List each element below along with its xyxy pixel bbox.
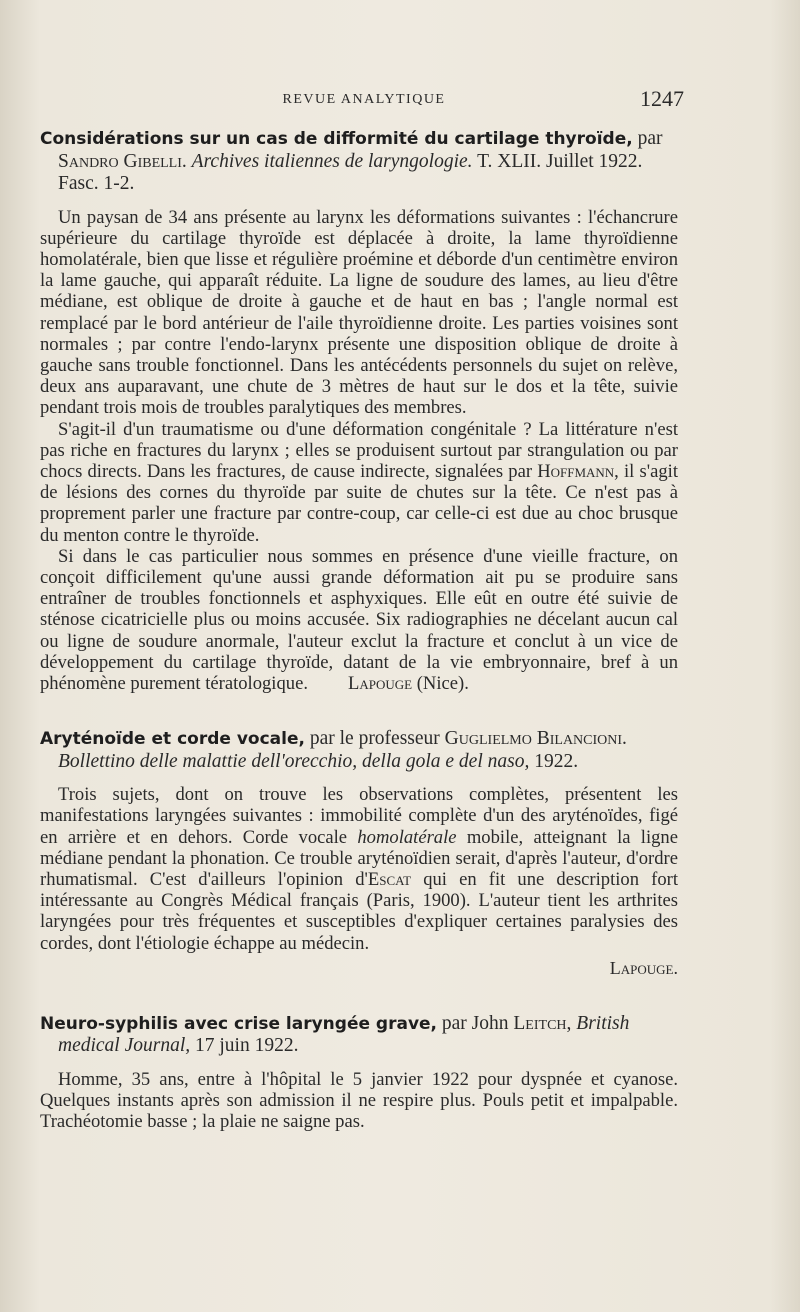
journal-name: British medical Journal,	[58, 1012, 630, 1057]
content	[40, 128, 678, 1166]
paragraph	[40, 546, 678, 694]
by-text: par John	[441, 1012, 509, 1034]
journal-details: T. XLII. Juillet 1922. Fasc. 1-2.	[58, 150, 643, 194]
by-text: par	[637, 128, 663, 149]
paragraph-text: S'agit-il d'un traumatisme ou d'une déformation congénitale ? La littérature n'est pas riche en fractures du larynx ; elles se produisent surtout par strangulation ou par chocs directs. Dans les fractures, de cause indirecte, signalées par	[40, 418, 678, 482]
running-title: REVUE ANALYTIQUE	[282, 92, 446, 107]
signature-place: (Nice).	[416, 672, 469, 694]
signature: Lapouge.	[609, 957, 678, 978]
cited-author: Escat	[367, 868, 412, 890]
italic-term: homolatérale	[357, 826, 457, 848]
article-title: Aryténoïde et corde vocale,	[40, 729, 305, 750]
article-arytenoide	[40, 728, 678, 979]
author-name: Leitch,	[513, 1012, 572, 1034]
page-number: 1247	[640, 86, 684, 111]
article-heading	[40, 1013, 678, 1058]
journal-name: Bollettino delle malattie dell'orecchio, della gola e del naso,	[58, 750, 530, 772]
journal-name: Archives italiennes de laryngologie.	[191, 150, 473, 172]
signature-line	[40, 958, 678, 979]
article-thyroide	[40, 128, 678, 694]
author-name: Guglielmo Bilancioni.	[444, 728, 627, 750]
paragraph-text: qui en fit une description fort intéressante au Congrès Médical français (Paris, 1900). L'auteur tient les arthrites laryngées pour très fréquentes et susceptibles d'expliquer certaines paralysies des cordes, dont l'étiologie échappe au médecin.	[40, 868, 678, 954]
paragraph: Un paysan de 34 ans présente au larynx les déformations suivantes : l'échancrure supérieure du cartilage thyroïde est déplacée à droite, la lame thyroïdienne homolatérale, bien que lisse et régulière proémine et déborde d'un centimètre environ la lame gauche, qui apparaît réduite. La ligne de soudure des lames, au lieu d'être médiane, est oblique de droite à gauche et de haut en bas ; l'angle normal est remplacé par le bord antérieur de l'aile thyroïdienne droite. Les parties voisines sont normales ; par contre l'endo-larynx présente une disposition oblique de droite à gauche sans trouble fonctionnel. Dans les antécédents personnels du sujet on relève, deux ans auparavant, une chute de 3 mètres de haut sur le dos et la tête, suivie pendant trois mois de troubles paralytiques des membres.	[40, 206, 678, 419]
article-heading	[40, 728, 678, 773]
paragraph-text: mobile, atteignant la ligne médiane pendant la phonation. Ce trouble aryténoïdien serait, d'après l'auteur, d'ordre rhumatismal. C'est d'ailleurs l'opinion d'	[40, 826, 678, 890]
by-text: par le professeur	[309, 728, 440, 750]
paragraph-text: Si dans le cas particulier nous sommes en présence d'une vieille fracture, on conçoit difficilement qu'une aussi grande déformation ait pu se produire sans entraîner de troubles fonctionnels et asphyxiques. Elle eût en outre été suivie de sténose cicatricielle plus ou moins accusée. Six radiographies ne décelant aucun cal ou ligne de soudure anormale, l'auteur exclut la fracture et conclut à un vice de développement du cartilage thyroïde, datant de la vie embryonnaire, bref à un phénomène purement tératologique.	[40, 545, 678, 694]
paragraph	[40, 419, 678, 546]
signature: Lapouge	[347, 672, 413, 694]
author-name: Sandro Gibelli.	[58, 150, 187, 172]
article-title: Considérations sur un cas de difformité du cartilage thyroïde,	[40, 129, 633, 149]
paragraph-text: il s'agit de lésions des cornes du thyroïde par suite de chutes sur la tête. Ce n'est pas à proprement parler une fracture par contre-coup, car celle-ci est due au choc brusque du menton contre le thyroïde.	[40, 460, 678, 546]
paragraph	[40, 784, 678, 954]
paragraph-text: Trois sujets, dont on trouve les observations complètes, présentent les manifestations laryngées suivantes : immobilité complète d'un des aryténoïdes, figé en arrière et en dehors. Corde vocale	[40, 784, 678, 848]
journal-details: 1922.	[534, 750, 579, 772]
running-head	[44, 86, 684, 116]
journal-details: 17 juin 1922.	[195, 1035, 299, 1057]
article-neuro-syphilis	[40, 1013, 678, 1133]
article-title: Neuro-syphilis avec crise laryngée grave,	[40, 1013, 438, 1034]
cited-author: Hoffmann,	[537, 460, 619, 482]
article-heading	[40, 128, 678, 196]
paragraph: Homme, 35 ans, entre à l'hôpital le 5 janvier 1922 pour dyspnée et cyanose. Quelques instants après son admission il ne respire plus. Pouls petit et impalpable. Trachéotomie basse ; la plaie ne saigne pas.	[40, 1068, 678, 1133]
